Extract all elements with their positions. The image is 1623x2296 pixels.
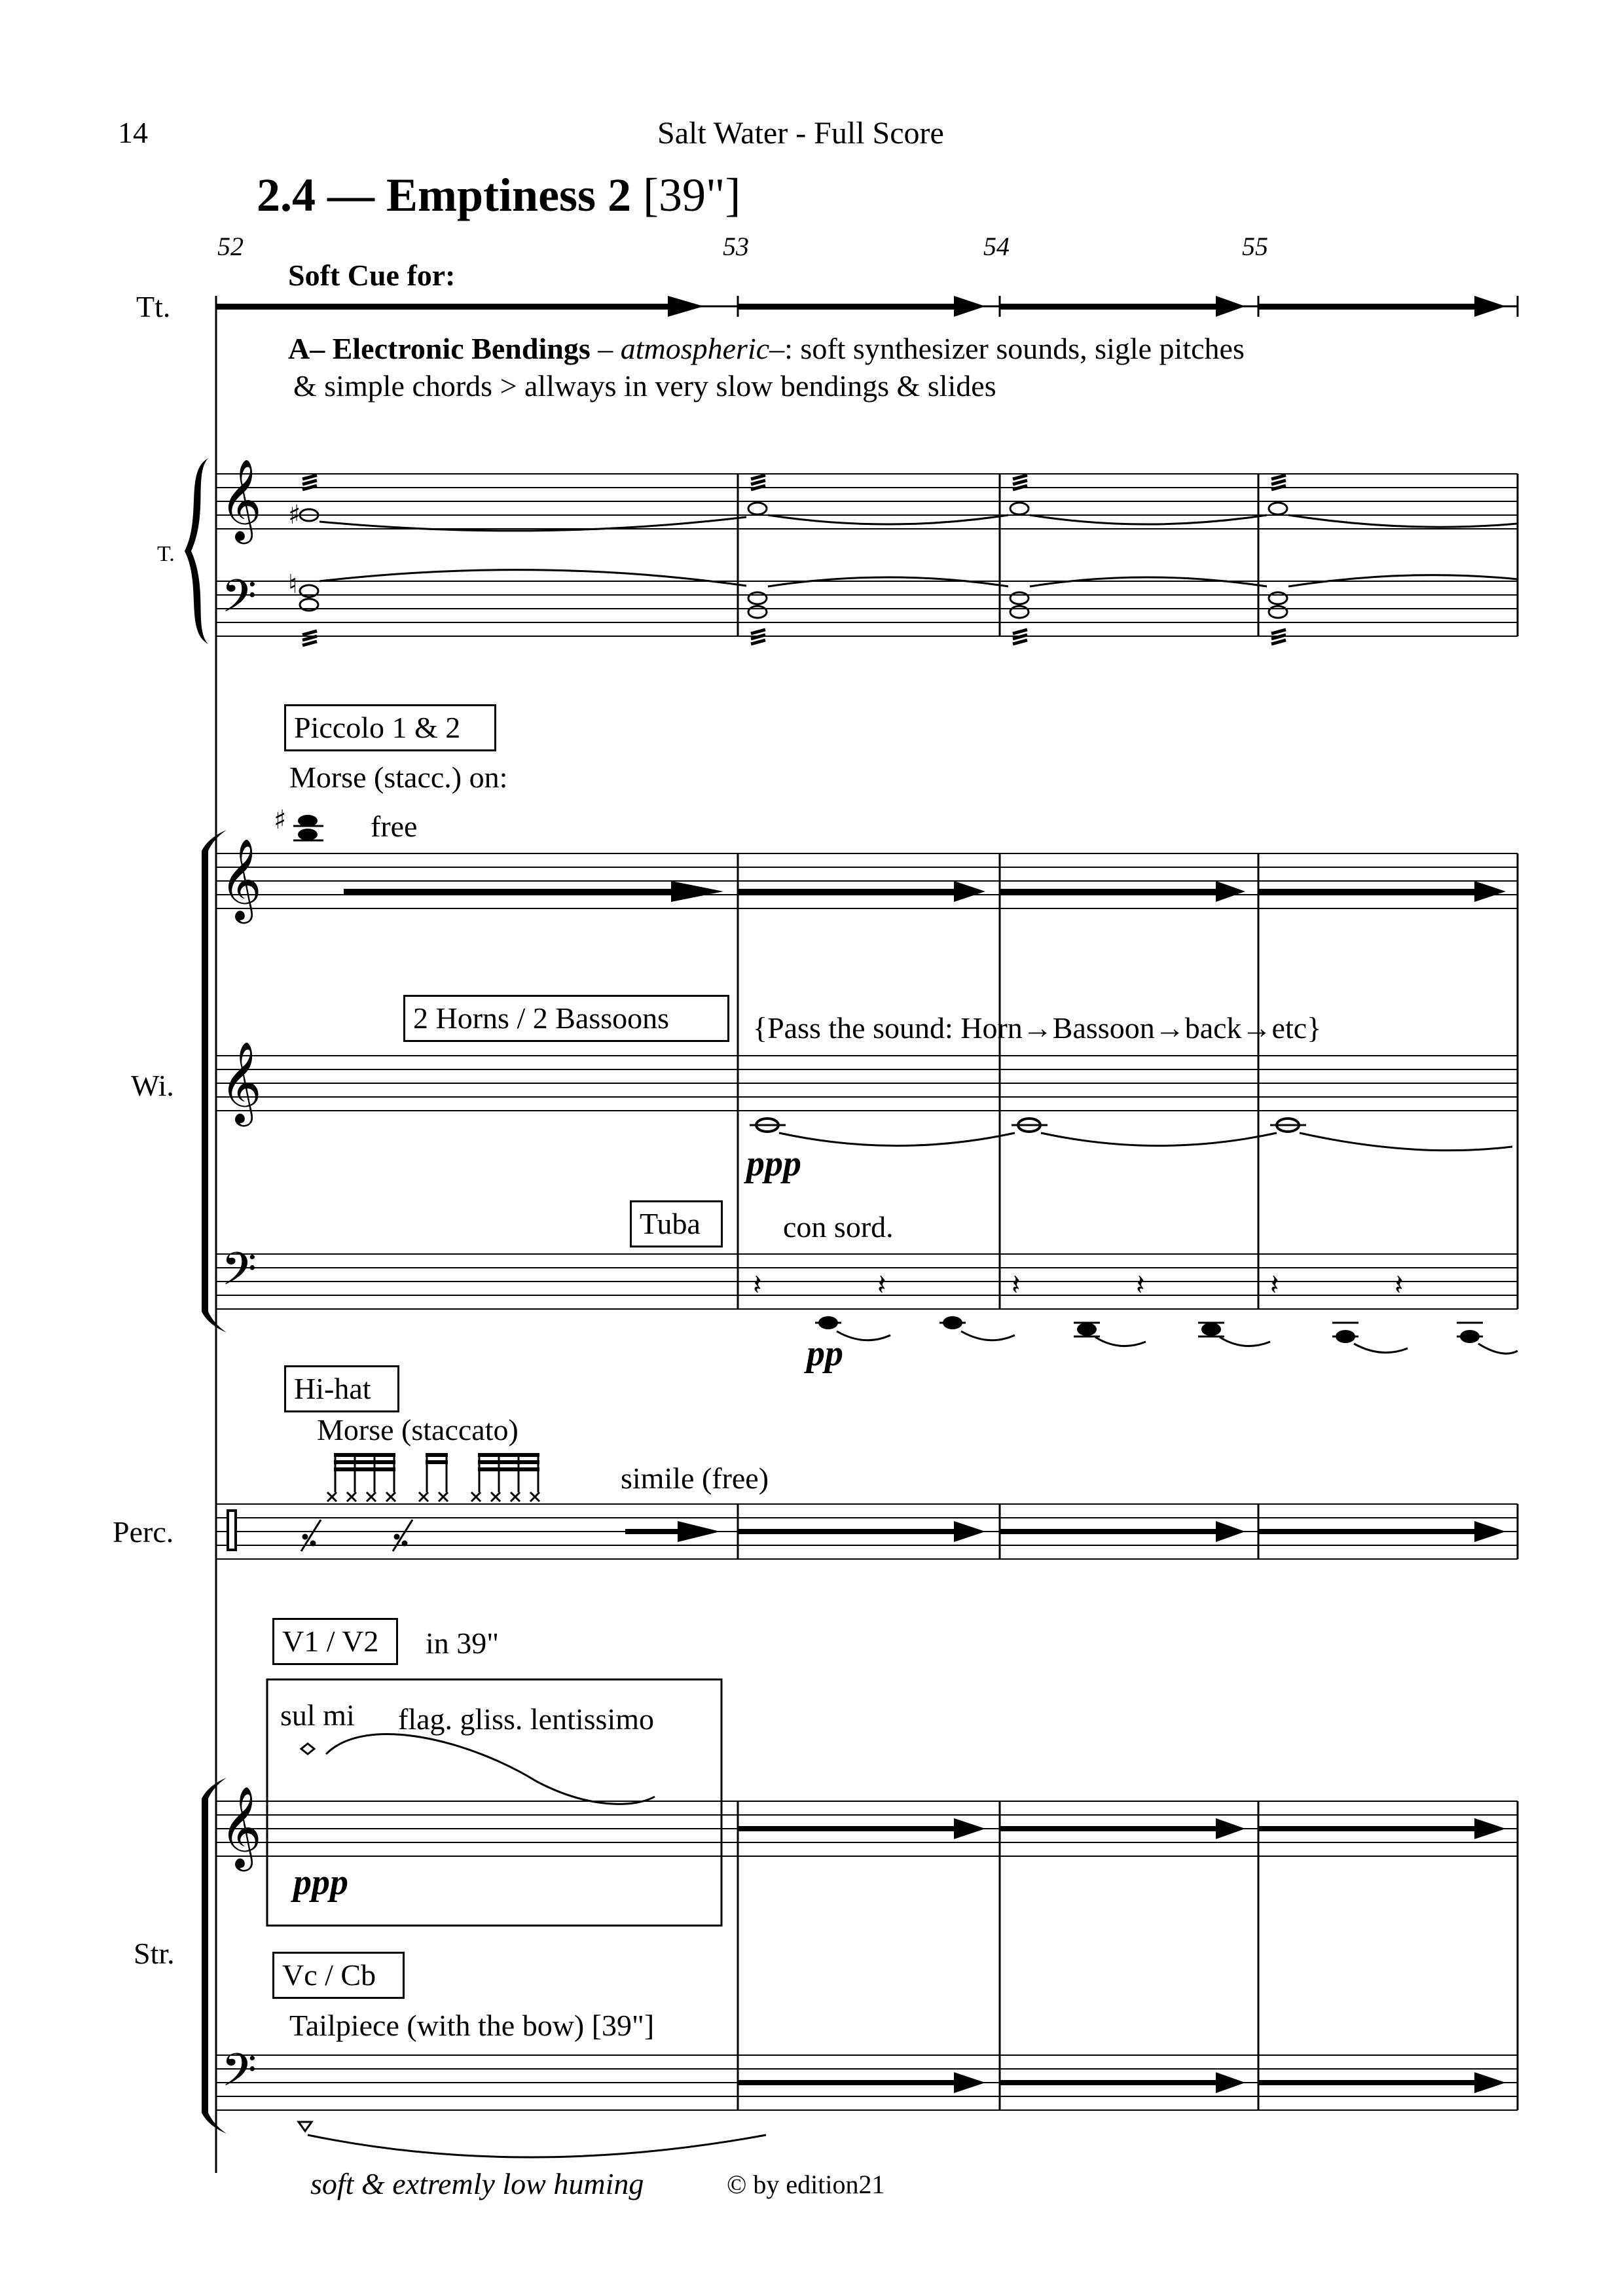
tuba-label: Tuba bbox=[640, 1207, 701, 1240]
svg-text:𝄽: 𝄽 bbox=[753, 1268, 762, 1302]
treble-clef-icon: 𝄞 bbox=[220, 1041, 262, 1123]
piccolo-label-box bbox=[284, 704, 496, 751]
measure-number: 52 bbox=[217, 232, 244, 261]
violins-arrows bbox=[738, 1818, 1506, 1839]
piccolo-label: Piccolo 1 & 2 bbox=[294, 711, 461, 744]
harmonic-notehead-icon bbox=[301, 1744, 314, 1754]
svg-text:𝄽: 𝄽 bbox=[1136, 1268, 1145, 1302]
tape-heading: A– Electronic Bendings bbox=[288, 332, 591, 365]
piccolo-pitch-glyph bbox=[274, 805, 323, 840]
treble-clef-icon: 𝄞 bbox=[220, 838, 262, 920]
piccolo-free: free bbox=[371, 810, 418, 843]
horns-dynamic: ppp bbox=[746, 1143, 801, 1184]
keyboard-barlines bbox=[738, 474, 1518, 636]
hihat-beams bbox=[334, 1453, 539, 1471]
staff-label-keys: T. bbox=[157, 542, 175, 566]
tape-arrows bbox=[216, 296, 1506, 317]
staff-label-percussion: Perc. bbox=[113, 1515, 174, 1549]
measure-number: 53 bbox=[723, 232, 749, 261]
tuba-dynamic: pp bbox=[807, 1333, 843, 1374]
piccolo-arrows bbox=[344, 881, 1506, 902]
svg-text:𝄽: 𝄽 bbox=[877, 1268, 886, 1302]
violins-technique: flag. gliss. lentissimo bbox=[398, 1702, 654, 1736]
svg-text:𝄽: 𝄽 bbox=[1395, 1268, 1404, 1302]
sharp-icon: ♯ bbox=[288, 500, 301, 530]
page-number: 14 bbox=[118, 116, 148, 149]
svg-text:𝄽: 𝄽 bbox=[1270, 1268, 1279, 1302]
cellos-instruction: Tailpiece (with the bow) [39"] bbox=[289, 2009, 655, 2042]
cellos-label-box bbox=[272, 1952, 405, 1999]
strings-barlines bbox=[738, 1801, 1518, 2110]
measure-number: 55 bbox=[1242, 232, 1268, 261]
tape-description-rest: : soft synthesizer sounds, sigle pitches bbox=[784, 332, 1245, 365]
humming-slur bbox=[308, 2135, 766, 2157]
section-title bbox=[257, 171, 740, 219]
horns-label: 2 Horns / 2 Bassoons bbox=[413, 1001, 670, 1035]
violins-label-box bbox=[272, 1618, 398, 1665]
bass-clef-icon: 𝄢 bbox=[221, 569, 257, 634]
hihat-label: Hi-hat bbox=[294, 1372, 371, 1405]
tape-description-line2: & simple chords > allways in very slow bendings & slides bbox=[293, 369, 996, 403]
natural-icon: ♮ bbox=[288, 569, 298, 600]
measure-number: 54 bbox=[983, 232, 1010, 261]
svg-text:♯: ♯ bbox=[274, 805, 287, 835]
horns-label-box bbox=[403, 995, 729, 1042]
keyboard-notes bbox=[300, 503, 1518, 618]
tape-cue-text: Soft Cue for: bbox=[288, 259, 456, 292]
bass-clef-icon: 𝄢 bbox=[221, 2043, 257, 2108]
tuba-label-box bbox=[630, 1200, 723, 1247]
section-duration: [39"] bbox=[643, 169, 741, 221]
keyboard-brace bbox=[185, 458, 208, 644]
violins-duration: in 39" bbox=[426, 1626, 500, 1660]
staff-label-strings: Str. bbox=[134, 1937, 175, 1970]
violins-label: V1 / V2 bbox=[282, 1624, 379, 1658]
hihat-instruction: Morse (staccato) bbox=[317, 1413, 519, 1446]
staff-label-winds: Wi. bbox=[131, 1069, 174, 1102]
piccolo-staff bbox=[216, 853, 1518, 908]
hihat-label-box bbox=[284, 1365, 399, 1412]
copyright: © by edition21 bbox=[727, 2170, 885, 2199]
treble-clef-icon: 𝄞 bbox=[220, 1786, 262, 1868]
violins-string: sul mi bbox=[280, 1698, 355, 1732]
tuba-rests bbox=[753, 1268, 1403, 1302]
violins-dynamic: ppp bbox=[293, 1862, 348, 1903]
percussion-arrows bbox=[625, 1521, 1506, 1542]
tuba-notes bbox=[815, 1323, 1518, 1354]
humming-triangle-icon bbox=[299, 2122, 312, 2131]
hihat-simile: simile (free) bbox=[621, 1462, 769, 1495]
cellos-label: Vc / Cb bbox=[282, 1958, 376, 1992]
horns-notes bbox=[750, 1119, 1512, 1151]
svg-text:𝄽: 𝄽 bbox=[1012, 1268, 1021, 1302]
horns-staff bbox=[216, 1056, 1518, 1111]
treble-clef-icon: 𝄞 bbox=[220, 459, 262, 541]
tape-description-line1 bbox=[288, 334, 1245, 364]
cellos-humming: soft & extremly low huming bbox=[310, 2167, 644, 2200]
staff-label-tape: Tt. bbox=[136, 290, 171, 323]
horns-instruction: {Pass the sound: Horn→Bassoon→back→etc} bbox=[753, 1011, 1322, 1045]
keyboard-bass-staff bbox=[216, 581, 1518, 636]
bass-clef-icon: 𝄢 bbox=[221, 1242, 257, 1306]
tuba-staff bbox=[216, 1254, 1518, 1309]
tuba-noteheads bbox=[818, 1316, 1480, 1343]
piccolo-instruction: Morse (stacc.) on: bbox=[289, 761, 508, 794]
glissando-line bbox=[326, 1734, 655, 1804]
cellos-arrows bbox=[738, 2072, 1506, 2093]
percussion-clef-icon bbox=[228, 1511, 236, 1550]
tuba-instruction: con sord. bbox=[783, 1210, 894, 1244]
running-title: Salt Water - Full Score bbox=[657, 116, 944, 151]
section-title-text: 2.4 — Emptiness 2 bbox=[257, 169, 632, 221]
tape-heading-style: – atmospheric– bbox=[598, 332, 785, 365]
